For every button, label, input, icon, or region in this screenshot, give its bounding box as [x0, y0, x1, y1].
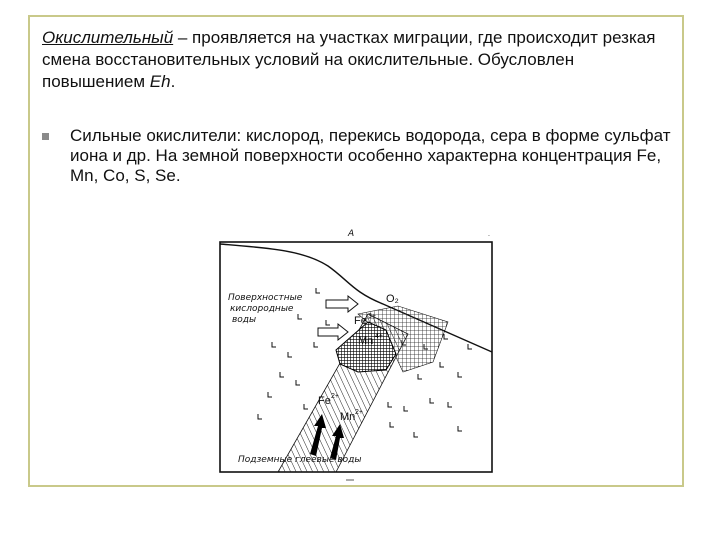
surface-water-arrow-icon	[326, 296, 358, 312]
fe3-label: Fe	[354, 315, 367, 327]
surface-waters-label-2: кислородные	[230, 304, 294, 314]
slide-frame-bottom	[28, 485, 683, 487]
slide-frame-left	[28, 15, 30, 487]
intro-paragraph	[42, 27, 662, 93]
eh-symbol: Eh	[149, 72, 171, 91]
paragraph-end: .	[170, 72, 176, 91]
figure-tick-mark: .	[488, 231, 490, 238]
slide-frame-top	[28, 15, 683, 17]
bullet-text: Сильные окислители: кислород, перекись водорода, сера в форме сульфат иона и др. На земной поверхности особенно характерна концентрация Fe, Mn, Co, S, Se.	[70, 126, 671, 185]
surface-waters-label-1: Поверхностные	[228, 293, 303, 303]
mn2-charge: 2+	[355, 409, 363, 416]
mn4-charge: 4+	[375, 333, 383, 340]
ground-waters-label: Подземные глеевые воды	[238, 455, 362, 465]
mn2-label: Mn	[340, 411, 356, 423]
fe3-charge: 3+	[368, 313, 376, 320]
figure-label-a: A	[348, 229, 355, 239]
surface-waters-label-3: воды	[232, 315, 257, 325]
paragraph-body: – проявляется на участках миграции, где происходит резкая смена восстановительных условий на окислительные. Обусловлен повышением	[42, 28, 656, 91]
oxidizing-term: Окислительный	[42, 28, 174, 47]
bullet-square-icon	[42, 133, 49, 140]
fe2-charge: 2+	[331, 393, 339, 400]
slide-frame-right	[682, 15, 684, 487]
o2-label: O₂	[386, 293, 399, 305]
oxidation-barrier-figure	[218, 222, 500, 484]
surface-water-arrow-icon-2	[318, 324, 348, 340]
fe2-label: Fe	[318, 395, 331, 407]
mn4-label: Mn	[358, 335, 374, 347]
